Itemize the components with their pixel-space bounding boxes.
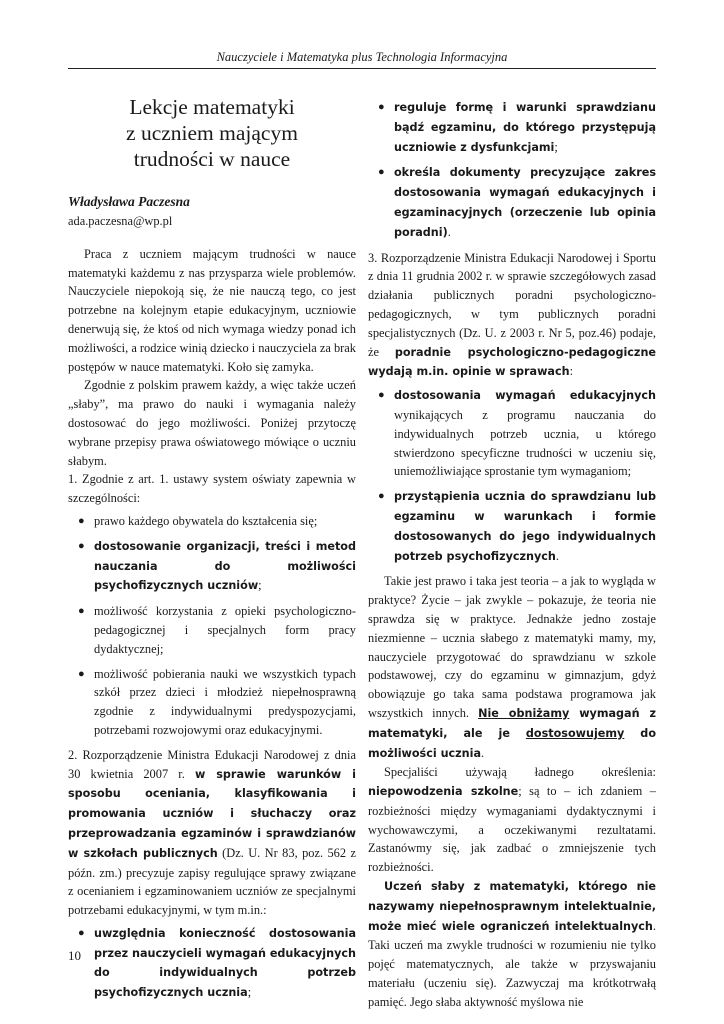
bullet-icon: ● (78, 605, 85, 618)
title-line-2: z uczniem mającym (126, 121, 298, 145)
right-column (368, 86, 656, 1012)
list-item: ● przystąpienia ucznia do sprawdzianu lub egzaminu w warunkach i formie dostosowanych do jego indywidualnych potrzeb psychofizycznych. (368, 487, 656, 566)
header-rule (68, 68, 656, 69)
page-number: 10 (68, 948, 81, 963)
list-regulation-2007 (68, 924, 356, 1003)
author-email[interactable]: ada.paczesna@wp.pl (68, 214, 173, 228)
paragraph-point-3: 3. Rozporządzenie Ministra Edukacji Narodowej i Sportu z dnia 11 grudnia 2002 r. w sprawie szczegółowych zasad działania publicznych poradni psychologiczno-pedagogicznych, w tym publicznych poradni specjalistycznych (Dz. U. z 2003 r. Nr 5, poz.46) podaje, że poradnie psychologiczno-pedagogiczne wydają m.in. opinie w sprawach: (368, 250, 656, 379)
left-column (68, 86, 356, 1009)
bullet-icon: ● (78, 667, 85, 680)
bullet-icon: ● (78, 514, 85, 527)
paragraph-practice: Takie jest prawo i taka jest teoria – a jak to wygląda w praktyce? Życie – jak zwykle – pokazuje, że teoria nie sprawdza się w praktyce. Jednakże jedno zostaje niezmienne – ucznia słabego z matematyki mamy, my, nauczyciele przygotować do sprawdzianu w szkole podstawowej, czy do egzaminu w gimnazjum, gdyż obowiązuje go taka sama podstawa programowa jak wszystkich innych. Nie obniżamy wymagań z matematyki, ale je dostosowujemy do możliwości ucznia. (368, 574, 657, 760)
article-title (68, 94, 356, 172)
title-line-1: Lekcje matematyki (129, 95, 295, 119)
list-item: ● dostosowania wymagań edukacyjnych wynikających z programu nauczania do indywidualnych potrzeb ucznia, u którego stwierdzono specyficzne trudności w uczeniu się, uniemożliwiające sprostanie tym wymaganiom; (368, 386, 656, 481)
bullet-icon: ● (78, 539, 85, 552)
paragraph-law: Zgodnie z polskim prawem każdy, a więc także uczeń „słaby”, ma prawo do nauki i wymagania należy dostosować do jego możliwości. Poniżej przytoczę wybrane przepisy prawa oświatowego mówiące o uczniu słabym. (68, 378, 356, 468)
list-item: ● możliwość pobierania nauki we wszystkich typach szkół przez dzieci i młodzież niepełnosprawną zgodnie z indywidualnymi predyspozycjami, potrzebami rozwojowymi oraz edukacyjnymi. (78, 666, 356, 737)
list-item: ● reguluje formę i warunki sprawdzianu bądź egzaminu, do którego przystępują uczniowie z dysfunkcjami; (368, 98, 656, 157)
list-item: ● dostosowanie organizacji, treści i metod nauczania do możliwości psychofizycznych uczniów; (68, 537, 356, 596)
bullet-icon: ● (378, 101, 385, 113)
list-education-system (68, 512, 356, 740)
author-name: Władysława Paczesna (68, 194, 190, 209)
list-item: ● możliwość korzystania z opieki psychologiczno-pedagogicznej i specjalnych form pracy dydaktycznej; (78, 604, 356, 656)
list-item: ● uwzględnia konieczność dostosowania przez nauczycieli wymagań edukacyjnych do indywidualnych potrzeb psychofizycznych ucznia; (68, 924, 356, 1003)
bullet-icon: ● (378, 166, 385, 179)
bullet-icon: ● (78, 926, 85, 939)
title-line-3: trudności w nauce (133, 147, 291, 171)
paragraph-point-1: 1. Zgodnie z art. 1. ustawy system oświaty zapewnia w szczególności: (68, 472, 356, 506)
list-item: ● prawo każdego obywatela do kształcenia się; (68, 512, 356, 531)
paragraph-point-2: 2. Rozporządzenie Ministra Edukacji Narodowej z dnia 30 kwietnia 2007 r. w sprawie warunków i sposobu oceniania, klasyfikowania i promowania uczniów i słuchaczy oraz przeprowadzania egzaminów i sprawdzianów w szkołach publicznych (Dz. U. Nr 83, poz. 562 z późn. zm.) precyzuje zapisy regulujące sprawy związane z ocenianiem i egzaminowaniem uczniów ze specjalnymi potrzebami edukacyjnymi, w tym m.in.: (68, 747, 356, 918)
list-regulation-2007-cont (368, 98, 656, 243)
paragraph-weak-student: Uczeń słaby z matematyki, którego nie nazywamy niepełnosprawnym intelektualnie, może mieć wiele ograniczeń intelektualnych. Taki uczeń ma zwykle trudności w rozumieniu nie tylko pojęć matematycznych, ale także w przyswajaniu materiału (uczeniu się). Zazwyczaj ma krótkotrwałą pamięć. Jego słaba aktywność myślowa nie (368, 880, 656, 1009)
bullet-icon: ● (378, 490, 385, 503)
paragraph-specialists: Specjaliści używają ładnego określenia: niepowodzenia szkolne; są to – ich zdaniem – rozbieżności między wymaganiami dydaktycznymi i wychowawczymi, a oczekiwanymi rezultatami. Zastanówmy się, jak zadbać o zmniejszenie tych rozbieżności. (368, 765, 656, 875)
paragraph-intro: Praca z uczniem mającym trudności w nauce matematyki każdemu z nas przysparza wiele problemów. Nauczyciele niepokoją się, że nie nauczą tego, co jest potrzebne na kolejnym etapie edukacyjnym, uczniowie denerwują się, że ktoś od nich wymaga wiedzy ponad ich możliwości, a rodzice winią dziecko i nauczyciela za brak postępów w nauce matematyki. Koło się zamyka. (68, 246, 356, 374)
bullet-icon: ● (378, 389, 385, 402)
list-item: ● określa dokumenty precyzujące zakres dostosowania wymagań edukacyjnych i egzaminacyjnych (orzeczenie lub opinia poradni). (368, 163, 656, 242)
running-header: Nauczyciele i Matematyka plus Technologia Informacyjna (216, 50, 508, 64)
list-counseling-opinions (368, 386, 656, 566)
